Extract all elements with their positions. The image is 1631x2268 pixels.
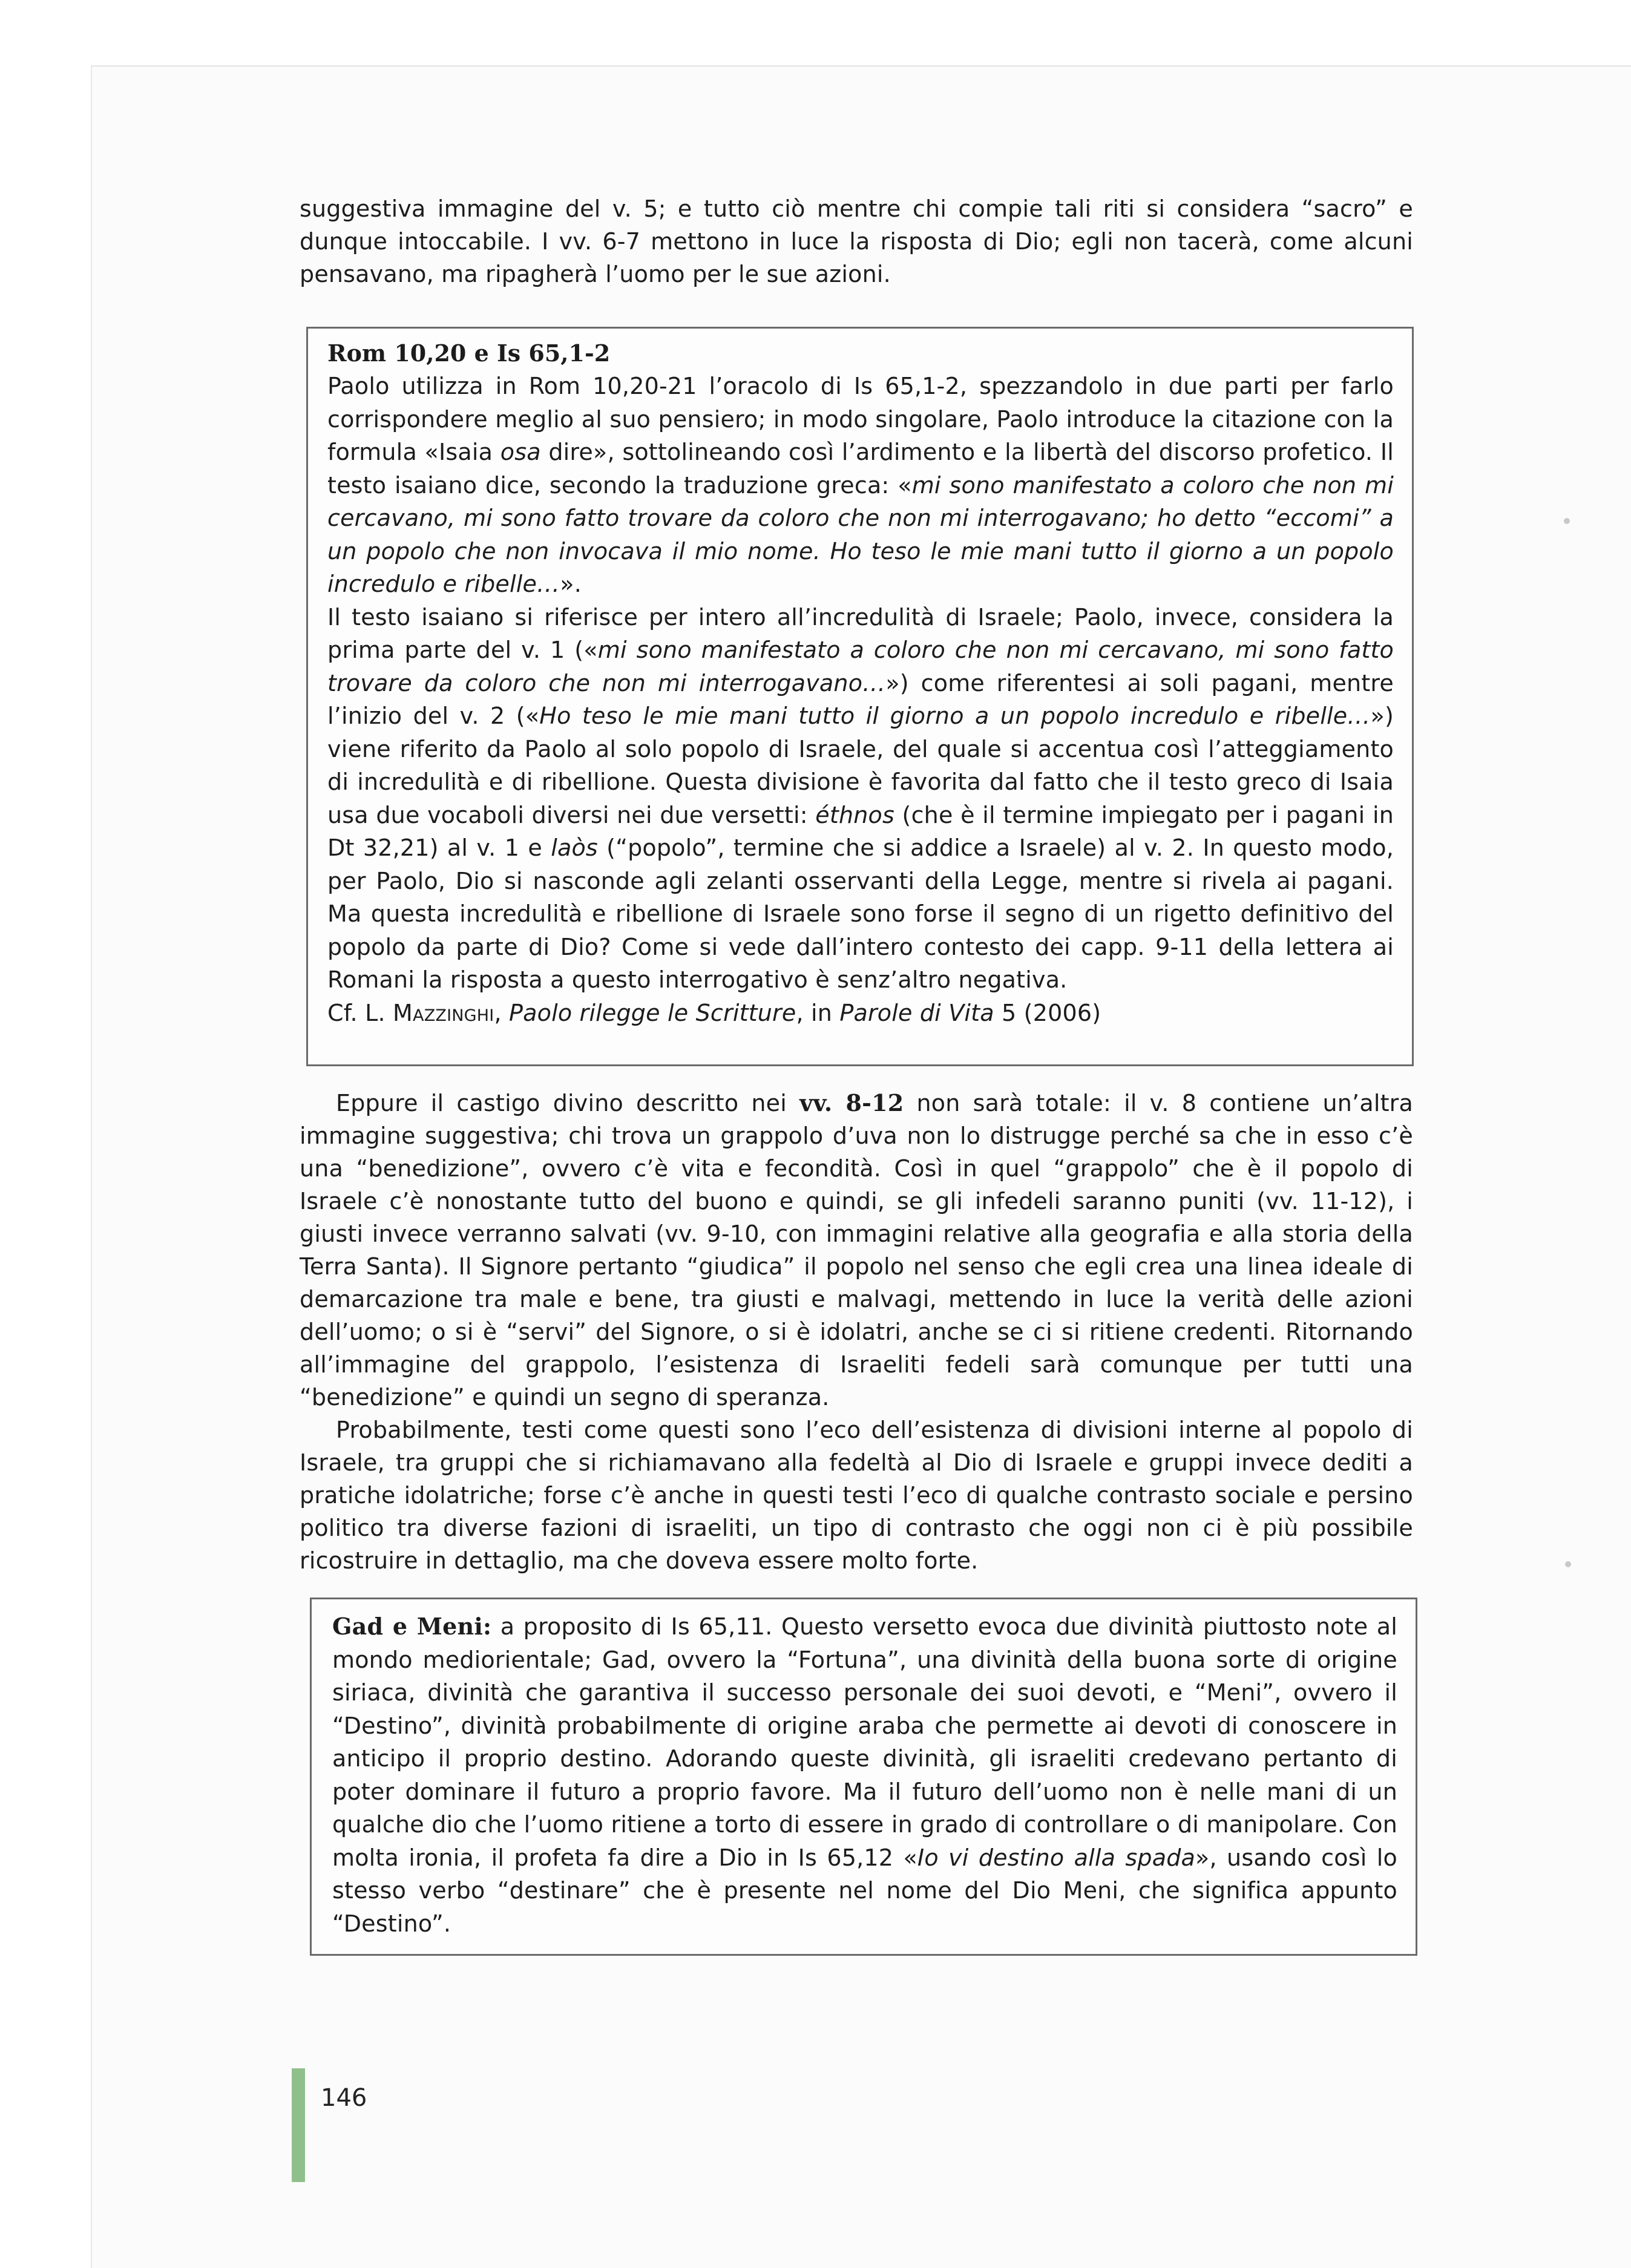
margin-mark (1564, 518, 1570, 524)
page-number: 146 (321, 2084, 367, 2112)
intro-text: suggestiva immagine del v. 5; e tutto ciò mentre chi compie tali riti si considera “sacro” e dunque intoccabile. I vv. 6-7 mettono in luce la risposta di Dio; egli non tacerà, come alcuni pensavano, ma ripagherà l’uomo per le sue azioni. (300, 195, 1413, 287)
box-paragraph-2: Il testo isaiano si riferisce per intero all’incredulità di Israele; Paolo, invece, considera la prima parte del v. 1 («mi sono manifestato a coloro che non mi cercavano, mi sono fatto trovare da coloro che non mi interrogavano…») come riferentesi ai soli pagani, mentre l’inizio del v. 2 («Ho teso le mie mani tutto il giorno a un popolo incredulo e ribelle…») viene riferito da Paolo al solo popolo di Israele, del quale si accentua così l’atteggiamento di incredulità e di ribellione. Questa divisione è favorita dal fatto che il testo greco di Isaia usa due vocaboli diversi nei due versetti: éthnos (che è il termine impiegato per i pagani in Dt 32,21) al v. 1 e laòs (“popolo”, termine che si addice a Israele) al v. 2. In questo modo, per Paolo, Dio si nasconde agli zelanti osservanti della Legge, mentre si rivela ai pagani. Ma questa incredulità e ribellione di Israele sono forse il segno di un rigetto definitivo del popolo da parte di Dio? Come si vede dall’intero contesto dei capp. 9-11 della lettera ai Romani la risposta a questo interrogativo è senz’altro negativa. (327, 603, 1394, 993)
intro-paragraph (300, 192, 1413, 290)
gad-box-title: Gad e Meni: (332, 1613, 492, 1640)
box-paragraph-1: Paolo utilizza in Rom 10,20-21 l’oracolo di Is 65,1-2, spezzandolo in due parti per farlo corrispondere meglio al suo pensiero; in modo singolare, Paolo introduce la citazione con la formula «Isaia osa dire», sottolineando così l’ardimento e la libertà del discorso profetico. Il testo isaiano dice, secondo la traduzione greca: «mi sono manifestato a coloro che non mi cercavano, mi sono fatto trovare da coloro che non mi interrogavano; ho detto “eccomi” a un popolo che non invocava il mio nome. Ho teso le mie mani tutto il giorno a un popolo incredulo e ribelle…». (327, 373, 1394, 597)
main-body (300, 1087, 1413, 1577)
box-title: Rom 10,20 e Is 65,1-2 (327, 339, 611, 367)
page-accent-bar (292, 2068, 305, 2182)
sidebar-box-rom-10-20 (306, 327, 1414, 1066)
box-citation: Cf. L. Mazzinghi, Paolo rilegge le Scritture, in Parole di Vita 5 (2006) (327, 999, 1101, 1026)
margin-mark (1565, 1561, 1571, 1567)
gad-box-text: Gad e Meni: a proposito di Is 65,11. Questo versetto evoca due divinità piuttosto note al mondo mediorientale; Gad, ovvero la “Fortuna”, una divinità della buona sorte di origine siriaca, divinità che garantiva il successo personale dei suoi devoti, e “Meni”, ovvero il “Destino”, divinità probabilmente di origine araba che permette ai devoti di conoscere in anticipo il proprio destino. Adorando queste divinità, gli israeliti credevano pertanto di poter dominare il futuro a proprio favore. Ma il futuro dell’uomo non è nelle mani di un qualche dio che l’uomo ritiene a torto di essere in grado di controllare o di manipolare. Con molta ironia, il profeta fa dire a Dio in Is 65,12 «Io vi destino alla spada», usando così lo stesso verbo “destinare” che è presente nel nome del Dio Meni, che significa appunto “Destino”. (332, 1613, 1397, 1937)
sidebar-box-gad-e-meni (310, 1598, 1417, 1956)
body-paragraph-2: Probabilmente, testi come questi sono l’eco dell’esistenza di divisioni interne al popolo di Israele, tra gruppi che si richiamavano alla fedeltà al Dio di Israele e gruppi invece dediti a pratiche idolatriche; forse c’è anche in questi testi l’eco di qualche contrasto sociale e persino politico tra diverse fazioni di israeliti, un tipo di contrasto che oggi non ci è più possibile ricostruire in dettaglio, ma che doveva essere molto forte. (300, 1417, 1413, 1574)
body-paragraph-1: Eppure il castigo divino descritto nei vv. 8-12 non sarà totale: il v. 8 contiene un’altra immagine suggestiva; chi trova un grappolo d’uva non lo distrugge perché sa che in esso c’è una “benedizione”, ovvero c’è vita e fecondità. Così in quel “grappolo” che è il popolo di Israele c’è nonostante tutto del buono e quindi, se gli infedeli saranno puniti (vv. 11-12), i giusti invece verranno salvati (vv. 9-10, con immagini relative alla geografia e alla storia della Terra Santa). Il Signore pertanto “giudica” il popolo nel senso che egli crea una linea ideale di demarcazione tra male e bene, tra giusti e malvagi, mettendo in luce la verità delle azioni dell’uomo; o si è “servi” del Signore, o si è idolatri, anche se ci si ritiene credenti. Ritornando all’immagine del grappolo, l’esistenza di Israeliti fedeli sarà comunque per tutti una “benedizione” e quindi un segno di speranza. (300, 1089, 1413, 1411)
